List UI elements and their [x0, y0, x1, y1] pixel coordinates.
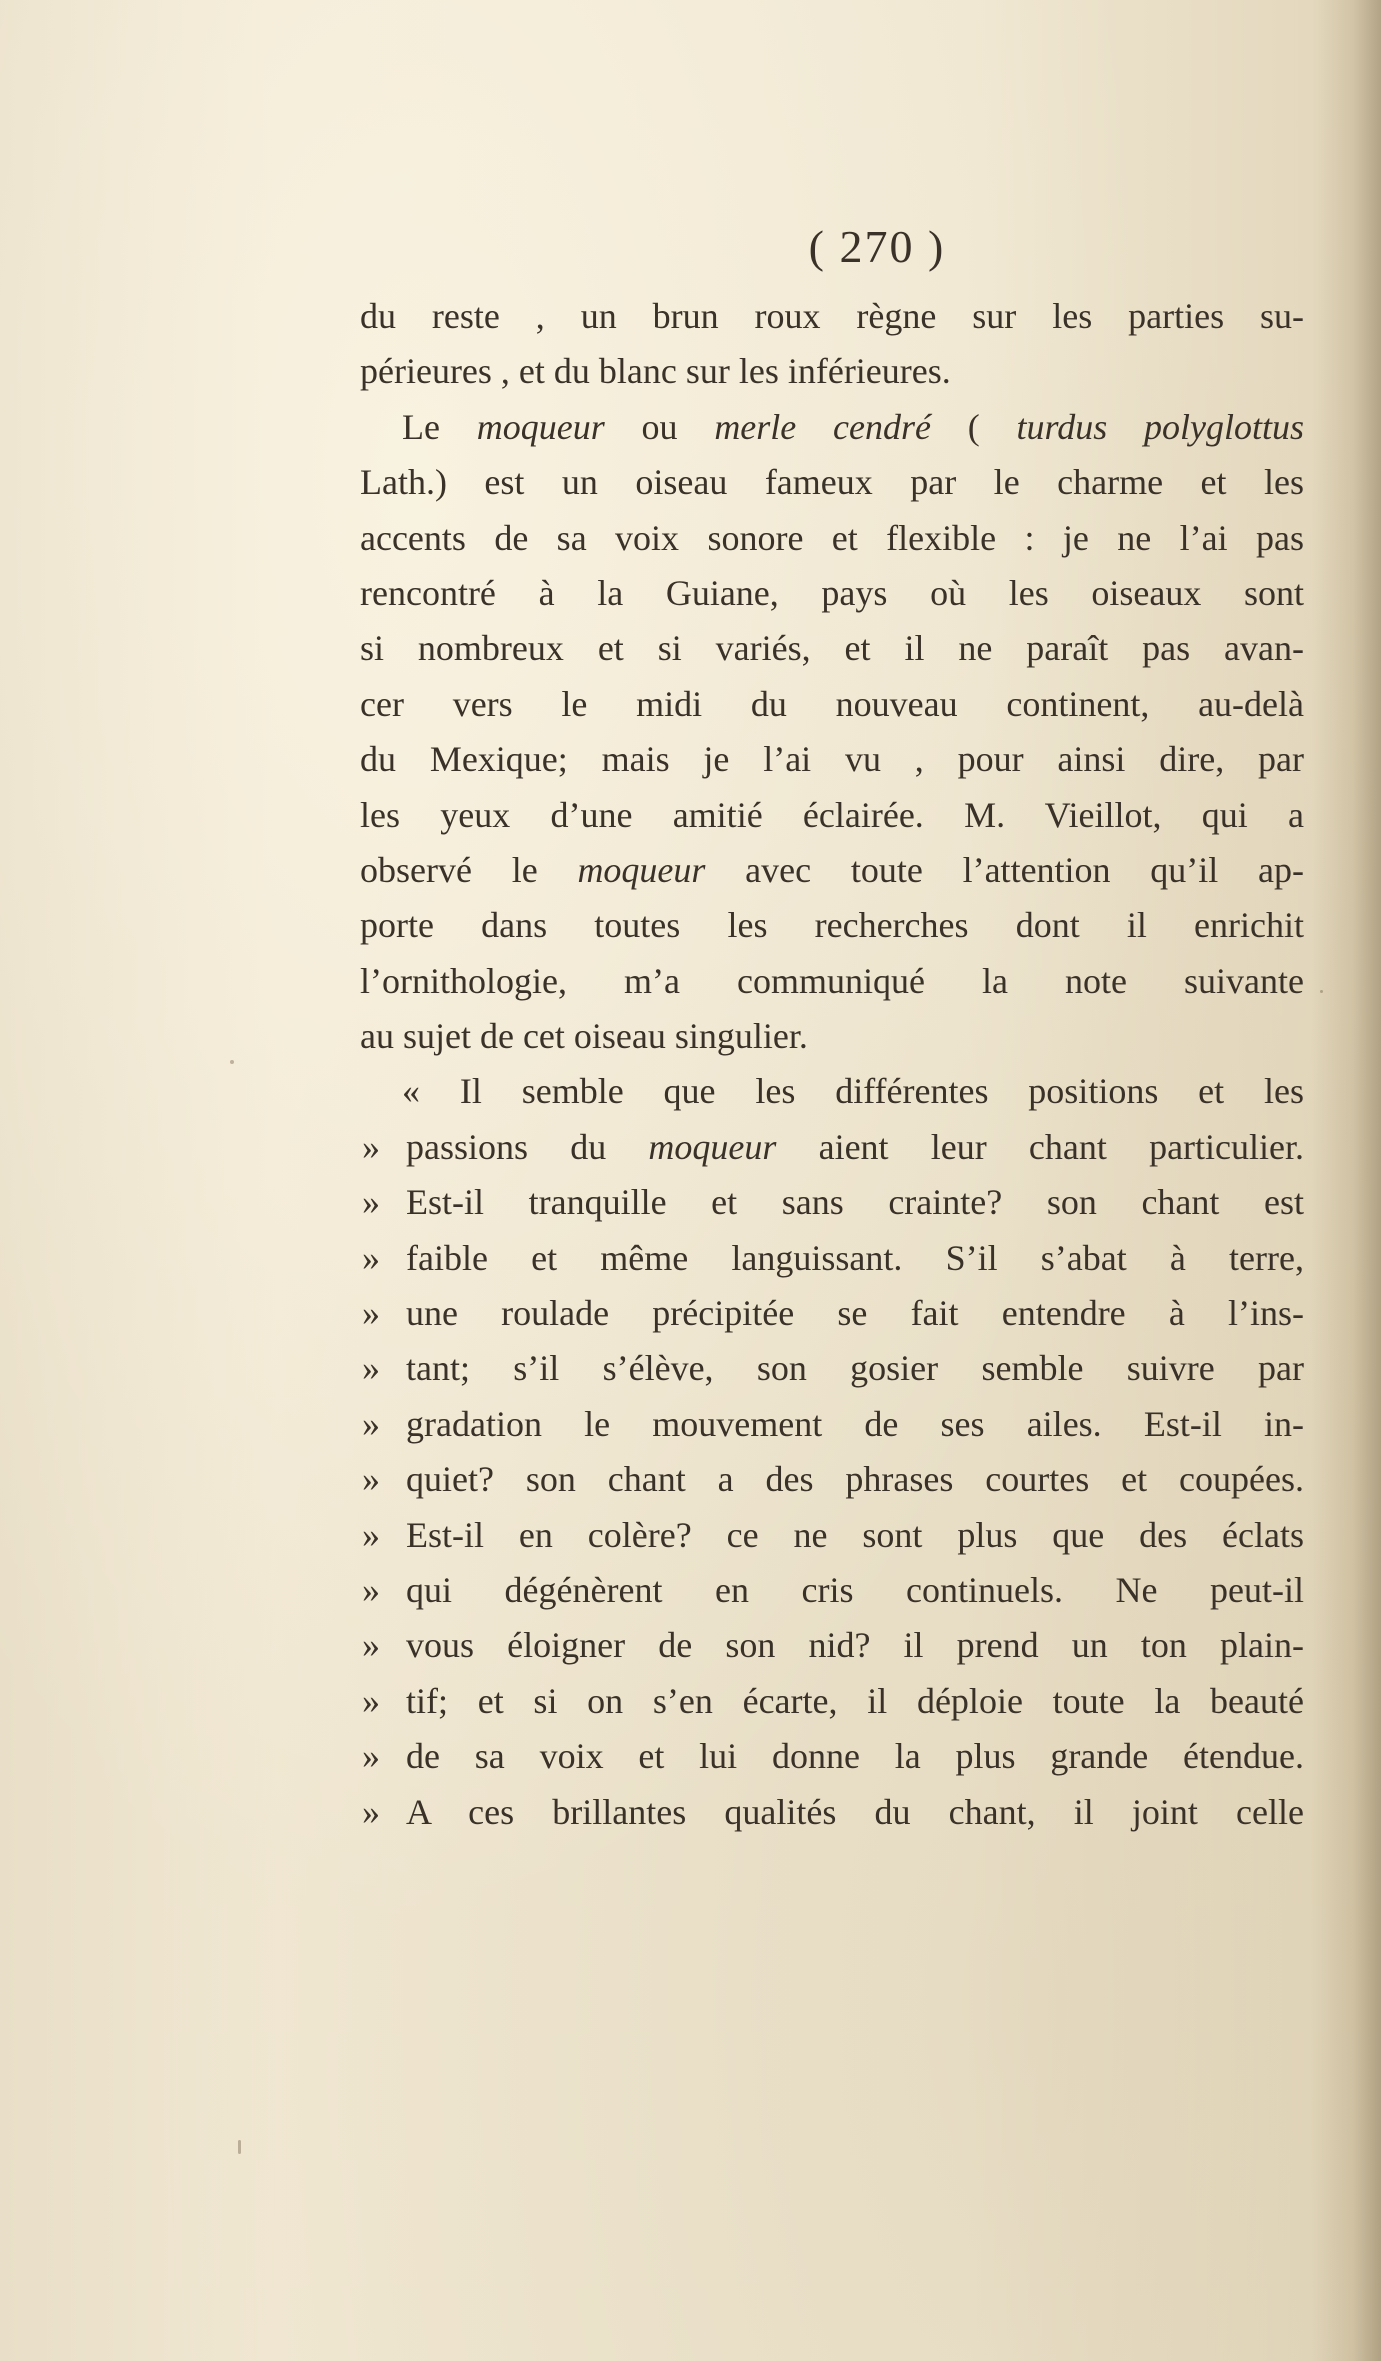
quote-line: [360, 1064, 1304, 1119]
text-line: porte dans toutes les recherches dont il enrichit: [360, 905, 1304, 946]
quote-line: [360, 1674, 1304, 1729]
quote-line: [360, 1563, 1304, 1618]
quote-continuation-mark: »: [362, 1237, 380, 1278]
quote-continuation-mark: »: [362, 1348, 380, 1389]
text-run: ou: [604, 406, 715, 447]
italic-run: merle cendré: [714, 406, 931, 447]
text-line: les yeux d’une amitié éclairée. M. Vieillot, qui a: [360, 794, 1304, 835]
text-run: Le: [402, 406, 477, 447]
quote-continuation-mark: »: [362, 1625, 380, 1666]
text-run: de sa voix et lui donne la plus grande étendue.: [406, 1736, 1304, 1777]
quote-line: [360, 1175, 1304, 1230]
text-run: gradation le mouvement de ses ailes. Est-il in-: [406, 1403, 1304, 1444]
text-line: du Mexique; mais je l’ai vu , pour ainsi dire, par: [360, 739, 1304, 780]
quote-open-mark: «: [402, 1071, 420, 1112]
quote-line: [360, 1508, 1304, 1563]
text-run: observé le: [360, 849, 578, 890]
text-run: une roulade précipitée se fait entendre à l’ins-: [406, 1293, 1304, 1334]
text-line: l’ornithologie, m’a communiqué la note suivante: [360, 960, 1304, 1001]
text-line: [360, 400, 1304, 455]
quote-continuation-mark: »: [362, 1126, 380, 1167]
quote-continuation-mark: »: [362, 1293, 380, 1334]
quote-continuation-mark: »: [362, 1791, 380, 1832]
text-run: quiet? son chant a des phrases courtes et coupées.: [406, 1459, 1304, 1500]
text-run: passions du: [406, 1126, 649, 1167]
page-text: [360, 220, 1304, 1840]
paper-speck: [1320, 990, 1323, 993]
quote-continuation-mark: »: [362, 1182, 380, 1223]
text-run: Est-il en colère? ce ne sont plus que des éclats: [406, 1514, 1304, 1555]
text-line: accents de sa voix sonore et flexible : je ne l’ai pas: [360, 517, 1304, 558]
quote-line: [360, 1120, 1304, 1175]
text-run: tif; et si on s’en écarte, il déploie toute la beauté: [406, 1680, 1304, 1721]
quote-continuation-mark: »: [362, 1736, 380, 1777]
spine-shadow: [1311, 0, 1381, 2361]
quote-continuation-mark: »: [362, 1680, 380, 1721]
text-line: [360, 843, 1304, 898]
quote-continuation-mark: »: [362, 1514, 380, 1555]
text-run: avec toute l’attention qu’il ap-: [705, 849, 1304, 890]
text-run: aient leur chant particulier.: [776, 1126, 1304, 1167]
text-run: faible et même languissant. S’il s’abat à terre,: [406, 1237, 1304, 1278]
italic-run: turdus polyglottus: [1016, 406, 1305, 447]
quote-line: [360, 1286, 1304, 1341]
text-line: périeures , et du blanc sur les inférieures.: [360, 351, 951, 392]
italic-run: moqueur: [476, 406, 605, 447]
text-line: du reste , un brun roux règne sur les parties su-: [360, 296, 1304, 336]
text-line: Lath.) est un oiseau fameux par le charme et les: [360, 462, 1304, 503]
quote-continuation-mark: »: [362, 1569, 380, 1610]
text-run: Il semble que les différentes positions et les: [459, 1071, 1304, 1112]
quote-line: [360, 1618, 1304, 1673]
text-run: A ces brillantes qualités du chant, il joint celle: [406, 1791, 1304, 1832]
text-run: vous éloigner de son nid? il prend un ton plain-: [406, 1625, 1304, 1666]
text-line: si nombreux et si variés, et il ne paraît pas avan-: [360, 628, 1304, 669]
text-line: au sujet de cet oiseau singulier.: [360, 1016, 808, 1057]
quote-line: [360, 1397, 1304, 1452]
italic-run: moqueur: [648, 1126, 777, 1167]
text-run: qui dégénèrent en cris continuels. Ne peut-il: [406, 1569, 1304, 1610]
quote-line: [360, 1341, 1304, 1396]
paper-speck: [230, 1060, 234, 1064]
italic-run: moqueur: [577, 849, 706, 890]
text-run: (: [931, 406, 1017, 447]
quote-line: [360, 1729, 1304, 1784]
quote-line: [360, 1231, 1304, 1286]
paper-speck: [238, 2140, 241, 2154]
quote-line: [360, 1452, 1304, 1507]
text-run: tant; s’il s’élève, son gosier semble suivre par: [406, 1348, 1304, 1389]
text-line: cer vers le midi du nouveau continent, au-delà: [360, 683, 1304, 724]
quote-continuation-mark: »: [362, 1459, 380, 1500]
text-run: Est-il tranquille et sans crainte? son chant est: [406, 1182, 1304, 1223]
quote-line: [360, 1785, 1304, 1840]
page-number: ( 270 ): [808, 221, 946, 272]
quote-continuation-mark: »: [362, 1403, 380, 1444]
text-line: rencontré à la Guiane, pays où les oiseaux sont: [360, 572, 1304, 613]
